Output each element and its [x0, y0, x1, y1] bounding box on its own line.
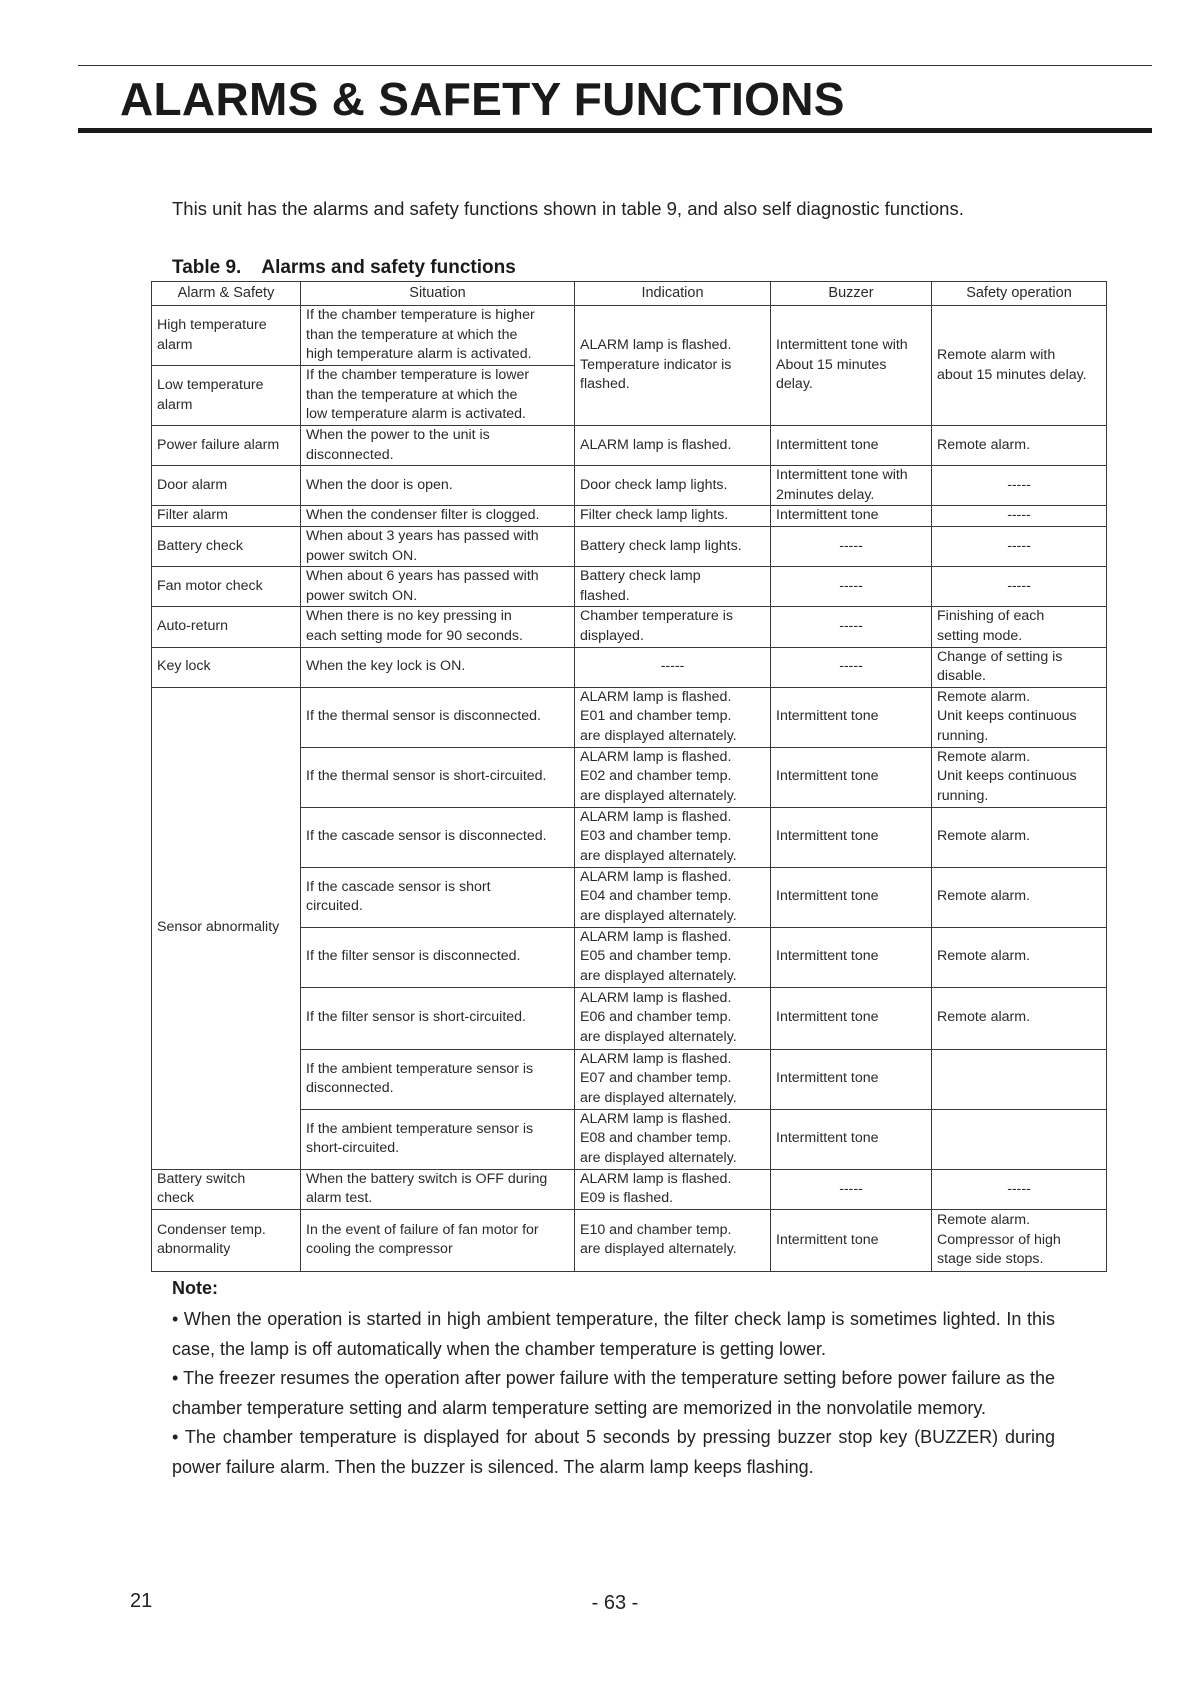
indication-cell: Door check lamp lights. — [575, 466, 771, 506]
alarms-table — [151, 281, 1107, 1272]
buzzer-cell: ----- — [771, 567, 932, 607]
alarm-name: Battery check — [152, 526, 301, 566]
indication-cell: Battery check lamp lights. — [575, 526, 771, 566]
note-item: • When the operation is started in high ambient temperature, the filter check lamp is sometimes lighted. In this case, the lamp is off automatically when the chamber temperature is getting lower. — [172, 1309, 1055, 1359]
table-header-row — [152, 282, 1107, 306]
buzzer-cell: Intermittent tone — [771, 506, 932, 527]
alarm-name: Power failure alarm — [152, 426, 301, 466]
alarm-name: Auto-return — [152, 607, 301, 647]
situation-cell: If the filter sensor is short-circuited. — [301, 987, 575, 1049]
buzzer-cell: ----- — [771, 1169, 932, 1209]
indication-cell: ALARM lamp is flashed. — [575, 426, 771, 466]
buzzer-cell: Intermittent tone with 2minutes delay. — [771, 466, 932, 506]
buzzer-cell: Intermittent tone — [771, 1209, 932, 1271]
column-header-alarm: Alarm & Safety — [152, 282, 301, 306]
situation-cell: If the thermal sensor is short-circuited. — [301, 747, 575, 807]
situation-cell: When the condenser filter is clogged. — [301, 506, 575, 527]
note-item: • The chamber temperature is displayed for about 5 seconds by pressing buzzer stop key (BUZZER) during power failure alarm. Then the buzzer is silenced. The alarm lamp keeps flashing. — [172, 1427, 1055, 1477]
indication-cell: ALARM lamp is flashed. E09 is flashed. — [575, 1169, 771, 1209]
safety-cell: Remote alarm. — [932, 807, 1107, 867]
alarm-name: High temperature alarm — [152, 306, 301, 366]
situation-cell: If the filter sensor is disconnected. — [301, 927, 575, 987]
situation-cell: In the event of failure of fan motor for cooling the compressor — [301, 1209, 575, 1271]
table-row — [152, 426, 1107, 466]
safety-cell: Remote alarm. — [932, 426, 1107, 466]
indication-cell: ALARM lamp is flashed. E05 and chamber temp. are displayed alternately. — [575, 927, 771, 987]
buzzer-cell: Intermittent tone — [771, 867, 932, 927]
table-caption-label: Table 9. — [172, 257, 242, 278]
alarm-name: Key lock — [152, 647, 301, 687]
table-row — [152, 567, 1107, 607]
buzzer-cell: Intermittent tone — [771, 807, 932, 867]
buzzer-cell: ----- — [771, 607, 932, 647]
safety-cell: Remote alarm. — [932, 927, 1107, 987]
indication-cell: E10 and chamber temp. are displayed alternately. — [575, 1209, 771, 1271]
safety-cell: ----- — [932, 506, 1107, 527]
table-row — [152, 466, 1107, 506]
safety-cell: Remote alarm. Compressor of high stage side stops. — [932, 1209, 1107, 1271]
table-caption-title: Alarms and safety functions — [261, 257, 516, 278]
indication-cell: Filter check lamp lights. — [575, 506, 771, 527]
alarm-name: Door alarm — [152, 466, 301, 506]
indication-cell: ALARM lamp is flashed. E06 and chamber temp. are displayed alternately. — [575, 987, 771, 1049]
situation-cell: When the door is open. — [301, 466, 575, 506]
safety-cell: Remote alarm. Unit keeps continuous running. — [932, 747, 1107, 807]
alarm-name: Battery switch check — [152, 1169, 301, 1209]
note-list — [172, 1305, 1055, 1482]
table-row — [152, 1209, 1107, 1271]
page-number-center: - 63 - — [591, 1592, 639, 1614]
buzzer-cell: Intermittent tone — [771, 1049, 932, 1109]
safety-cell: Finishing of each setting mode. — [932, 607, 1107, 647]
safety-cell: Remote alarm. — [932, 867, 1107, 927]
table-row — [152, 607, 1107, 647]
indication-cell: Chamber temperature is displayed. — [575, 607, 771, 647]
safety-cell — [932, 1109, 1107, 1169]
situation-cell: If the ambient temperature sensor is disconnected. — [301, 1049, 575, 1109]
top-rule — [78, 65, 1152, 66]
alarm-name: Condenser temp. abnormality — [152, 1209, 301, 1271]
situation-cell: When about 3 years has passed with power switch ON. — [301, 526, 575, 566]
situation-cell: When about 6 years has passed with power switch ON. — [301, 567, 575, 607]
page-title: ALARMS & SAFETY FUNCTIONS — [120, 73, 845, 125]
intro-text: This unit has the alarms and safety functions shown in table 9, and also self diagnostic functions. — [172, 198, 964, 219]
table-caption — [172, 257, 516, 279]
column-header-safety: Safety operation — [932, 282, 1107, 306]
buzzer-cell: Intermittent tone — [771, 747, 932, 807]
table-row — [152, 306, 1107, 366]
situation-cell: When the battery switch is OFF during alarm test. — [301, 1169, 575, 1209]
situation-cell: If the cascade sensor is short circuited. — [301, 867, 575, 927]
indication-cell: ALARM lamp is flashed. Temperature indicator is flashed. — [575, 306, 771, 426]
indication-cell: ----- — [575, 647, 771, 687]
indication-cell: ALARM lamp is flashed. E03 and chamber temp. are displayed alternately. — [575, 807, 771, 867]
safety-cell: Remote alarm with about 15 minutes delay. — [932, 306, 1107, 426]
indication-cell: ALARM lamp is flashed. E04 and chamber temp. are displayed alternately. — [575, 867, 771, 927]
alarm-name: Fan motor check — [152, 567, 301, 607]
column-header-buzzer: Buzzer — [771, 282, 932, 306]
buzzer-cell: Intermittent tone with About 15 minutes delay. — [771, 306, 932, 426]
safety-cell: ----- — [932, 526, 1107, 566]
indication-cell: Battery check lamp flashed. — [575, 567, 771, 607]
safety-cell: Remote alarm. — [932, 987, 1107, 1049]
table-row — [152, 526, 1107, 566]
indication-cell: ALARM lamp is flashed. E01 and chamber temp. are displayed alternately. — [575, 687, 771, 747]
buzzer-cell: ----- — [771, 647, 932, 687]
buzzer-cell: Intermittent tone — [771, 1109, 932, 1169]
situation-cell: When the key lock is ON. — [301, 647, 575, 687]
buzzer-cell: Intermittent tone — [771, 987, 932, 1049]
table-row — [152, 506, 1107, 527]
safety-cell: ----- — [932, 1169, 1107, 1209]
indication-cell: ALARM lamp is flashed. E02 and chamber temp. are displayed alternately. — [575, 747, 771, 807]
situation-cell: When there is no key pressing in each setting mode for 90 seconds. — [301, 607, 575, 647]
buzzer-cell: ----- — [771, 526, 932, 566]
column-header-indication: Indication — [575, 282, 771, 306]
safety-cell: ----- — [932, 567, 1107, 607]
table-row — [152, 647, 1107, 687]
buzzer-cell: Intermittent tone — [771, 426, 932, 466]
table-row — [152, 1169, 1107, 1209]
safety-cell: Change of setting is disable. — [932, 647, 1107, 687]
safety-cell — [932, 1049, 1107, 1109]
situation-cell: If the chamber temperature is higher than the temperature at which the high temperature alarm is activated. — [301, 306, 575, 366]
situation-cell: If the chamber temperature is lower than the temperature at which the low temperature alarm is activated. — [301, 366, 575, 426]
title-rule — [78, 128, 1152, 133]
situation-cell: When the power to the unit is disconnected. — [301, 426, 575, 466]
alarm-name: Low temperature alarm — [152, 366, 301, 426]
indication-cell: ALARM lamp is flashed. E08 and chamber temp. are displayed alternately. — [575, 1109, 771, 1169]
safety-cell: Remote alarm. Unit keeps continuous running. — [932, 687, 1107, 747]
page-number-left: 21 — [130, 1590, 153, 1612]
safety-cell: ----- — [932, 466, 1107, 506]
indication-cell: ALARM lamp is flashed. E07 and chamber temp. are displayed alternately. — [575, 1049, 771, 1109]
situation-cell: If the ambient temperature sensor is short-circuited. — [301, 1109, 575, 1169]
alarm-name: Filter alarm — [152, 506, 301, 527]
buzzer-cell: Intermittent tone — [771, 687, 932, 747]
situation-cell: If the cascade sensor is disconnected. — [301, 807, 575, 867]
buzzer-cell: Intermittent tone — [771, 927, 932, 987]
table-row — [152, 687, 1107, 747]
alarm-name: Sensor abnormality — [152, 687, 301, 1169]
note-item: • The freezer resumes the operation after power failure with the temperature setting before power failure as the chamber temperature setting and alarm temperature setting are memorized in the nonvolatile memory. — [172, 1368, 1055, 1418]
note-title: Note: — [172, 1278, 218, 1298]
column-header-situation: Situation — [301, 282, 575, 306]
situation-cell: If the thermal sensor is disconnected. — [301, 687, 575, 747]
